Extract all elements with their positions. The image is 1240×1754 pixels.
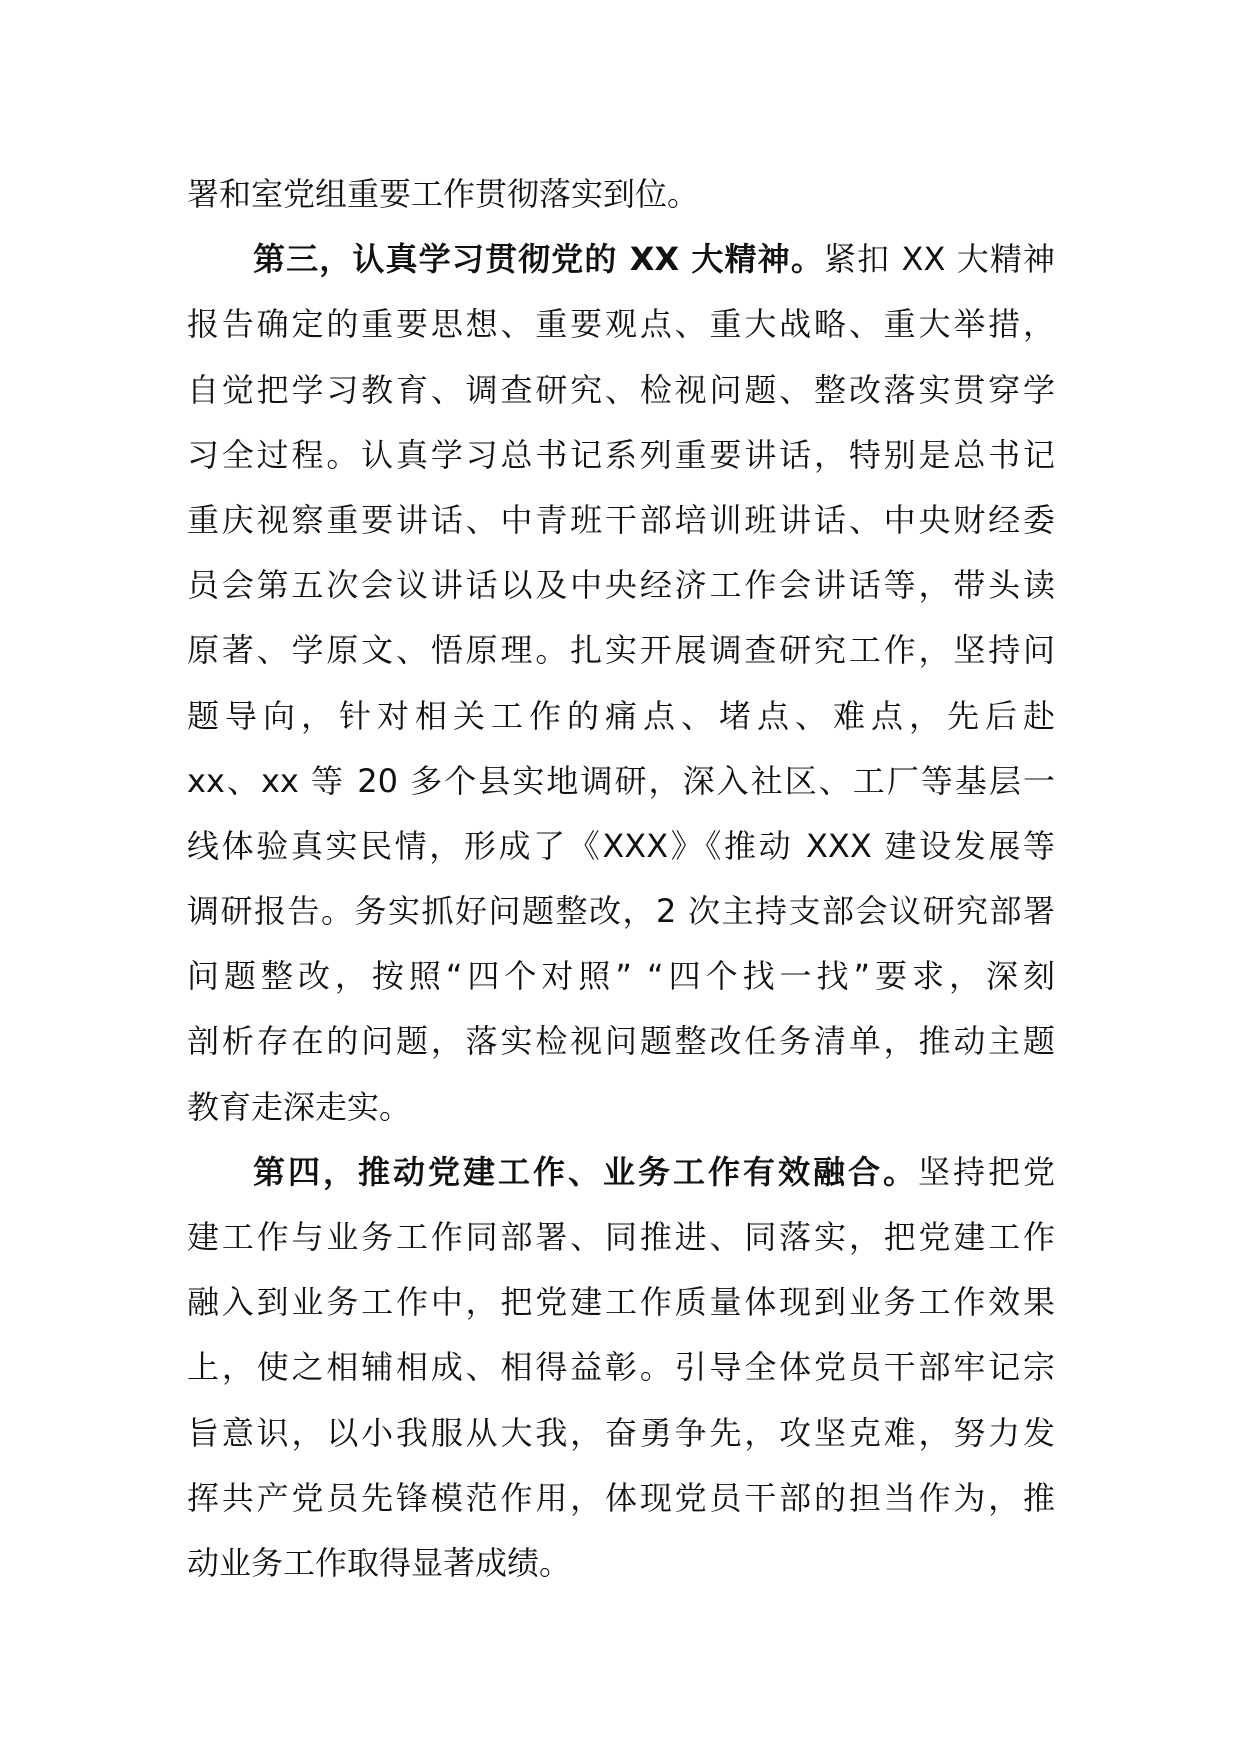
paragraph-text: 坚持把党 <box>917 1152 1055 1191</box>
paragraph-line: 问题整改，按照“四个对照” “四个找一找”要求，深刻 <box>187 957 1055 996</box>
paragraph-line: 剖析存在的问题，落实检视问题整改任务清单，推动主题 <box>187 1022 1055 1061</box>
paragraph-first-line <box>187 227 1055 292</box>
section-heading-3: 第三，认真学习贯彻党的 XX 大精神。 <box>253 240 824 279</box>
paragraph-line: 习全过程。认真学习总书记系列重要讲话，特别是总书记 <box>187 435 1055 474</box>
section-heading-4: 第四，推动党建工作、业务工作有效融合。 <box>253 1152 918 1191</box>
paragraph-line: 原著、学原文、悟原理。扎实开展调查研究工作，坚持问 <box>187 631 1055 670</box>
paragraph-first-line <box>187 1140 1055 1205</box>
paragraph-line: 自觉把学习教育、调查研究、检视问题、整改落实贯穿学 <box>187 370 1055 409</box>
document-body <box>187 162 1055 1596</box>
paragraph-line: xx、xx 等 20 多个县实地调研，深入社区、工厂等基层一 <box>187 761 1055 800</box>
paragraph-line: 融入到业务工作中，把党建工作质量体现到业务工作效果 <box>187 1283 1055 1322</box>
paragraph-line: 员会第五次会议讲话以及中央经济工作会讲话等，带头读 <box>187 566 1055 605</box>
paragraph-line: 重庆视察重要讲话、中青班干部培训班讲话、中央财经委 <box>187 500 1055 539</box>
paragraph-line: 教育走深走实。 <box>187 1087 412 1126</box>
paragraph-line: 上，使之相辅相成、相得益彰。引导全体党员干部牢记宗 <box>187 1348 1055 1387</box>
paragraph-line: 署和室党组重要工作贯彻落实到位。 <box>187 175 700 213</box>
paragraph-line: 挥共产党员先锋模范作用，体现党员干部的担当作为，推 <box>187 1478 1055 1517</box>
paragraph-line: 线体验真实民情，形成了《XXX》《推动 XXX 建设发展等 <box>187 826 1055 865</box>
paragraph-line: 报告确定的重要思想、重要观点、重大战略、重大举措， <box>187 305 1055 344</box>
paragraph-line: 旨意识，以小我服从大我，奋勇争先，攻坚克难，努力发 <box>187 1413 1055 1452</box>
paragraph-text: 紧扣 XX 大精神 <box>823 240 1055 279</box>
paragraph-line: 动业务工作取得显著成绩。 <box>187 1543 572 1582</box>
paragraph-line: 调研报告。务实抓好问题整改，2 次主持支部会议研究部署 <box>187 892 1055 931</box>
paragraph-line: 题导向，针对相关工作的痛点、堵点、难点，先后赴 <box>187 696 1055 735</box>
paragraph-line: 建工作与业务工作同部署、同推进、同落实，把党建工作 <box>187 1218 1055 1256</box>
